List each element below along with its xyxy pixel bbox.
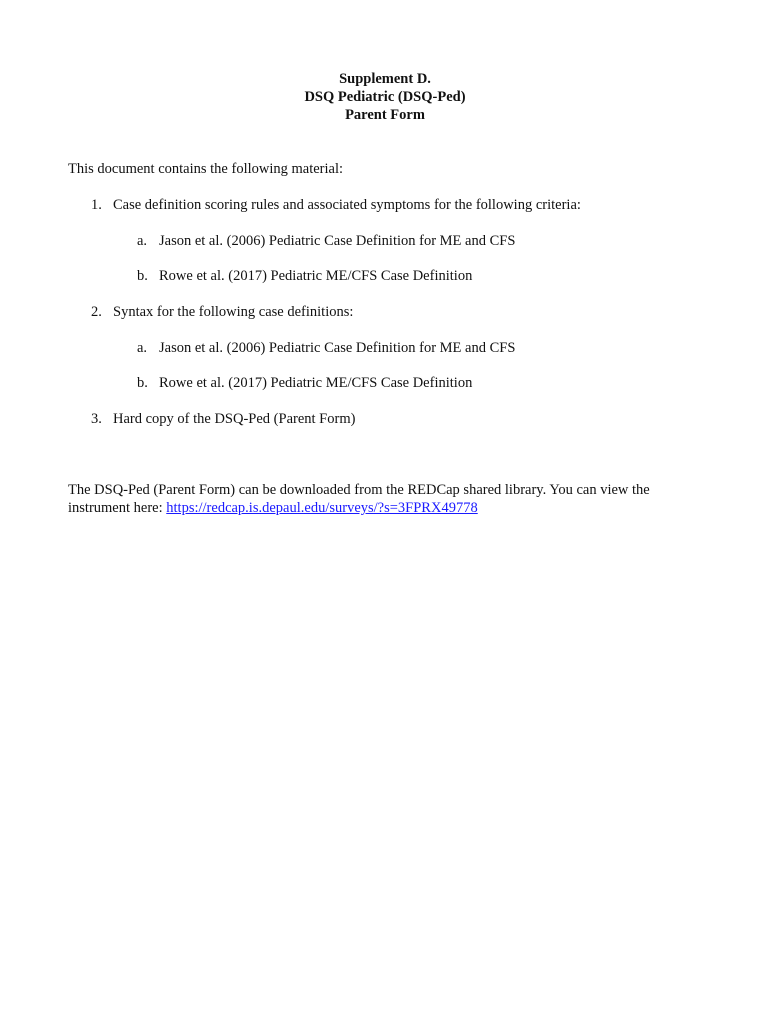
list-item-text: Hard copy of the DSQ-Ped (Parent Form) [113,411,356,427]
download-paragraph [68,481,708,517]
list-marker: b. [137,375,148,391]
list-subitem-text: Jason et al. (2006) Pediatric Case Definition for ME and CFS [159,340,516,356]
title-line-dsq-ped: DSQ Pediatric (DSQ-Ped) [304,89,466,105]
list-item-3 [91,410,355,428]
list-marker: a. [137,340,148,356]
list-marker: 3. [91,411,102,427]
list-marker: a. [137,233,148,249]
list-subitem-text: Jason et al. (2006) Pediatric Case Definition for ME and CFS [159,233,516,249]
list-subitem-2a [137,339,515,357]
list-subitem-1b [137,267,472,285]
title-line-supplement: Supplement D. [339,71,431,87]
list-marker: 1. [91,197,102,213]
download-text-line2: instrument here: [68,500,167,516]
list-item-2 [91,303,353,321]
list-subitem-2b [137,374,472,392]
list-subitem-1a [137,232,515,250]
list-marker: b. [137,268,148,284]
list-item-1 [91,196,581,214]
list-item-text: Case definition scoring rules and associated symptoms for the following criteria: [113,197,581,213]
title-line-parent-form: Parent Form [345,107,425,123]
list-subitem-text: Rowe et al. (2017) Pediatric ME/CFS Case Definition [159,375,473,391]
download-text-line1: The DSQ-Ped (Parent Form) can be downloaded from the REDCap shared library. You can view the [68,482,650,498]
document-title [0,70,770,124]
list-subitem-text: Rowe et al. (2017) Pediatric ME/CFS Case Definition [159,268,473,284]
list-marker: 2. [91,304,102,320]
intro-paragraph: This document contains the following material: [68,161,344,177]
list-item-text: Syntax for the following case definitions: [113,304,354,320]
redcap-survey-link[interactable]: https://redcap.is.depaul.edu/surveys/?s=3FPRX49778 [166,500,478,516]
